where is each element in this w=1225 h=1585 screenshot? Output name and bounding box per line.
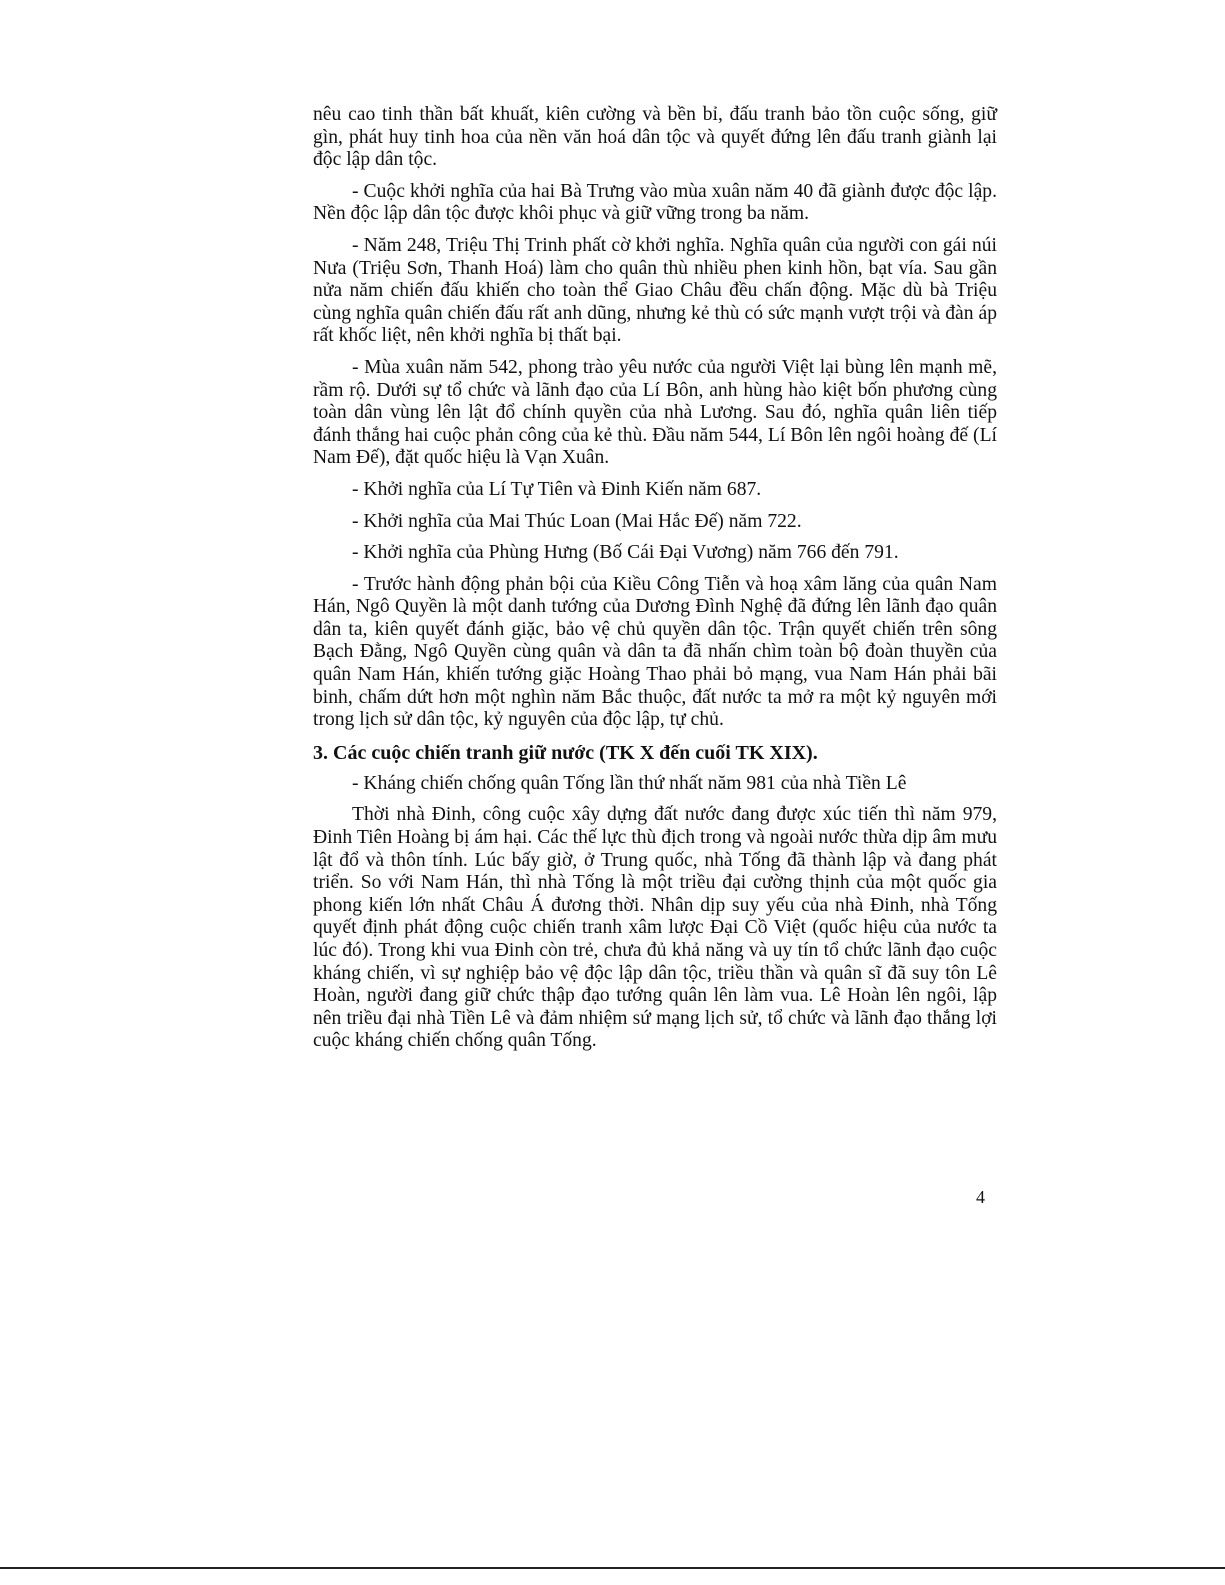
paragraph-phung-hung: - Khởi nghĩa của Phùng Hưng (Bố Cái Đại Vương) năm 766 đến 791. [352, 542, 899, 564]
paragraph-li-tu-tien: - Khởi nghĩa của Lí Tự Tiên và Đinh Kiến năm 687. [352, 478, 762, 500]
page-body [313, 104, 997, 1062]
page-number: 4 [976, 1187, 985, 1207]
bottom-divider [0, 1567, 1225, 1569]
paragraph-mai-thuc-loan: - Khởi nghĩa của Mai Thúc Loan (Mai Hắc Đế) năm 722. [352, 510, 802, 532]
paragraph-trieu-thi-trinh: - Năm 248, Triệu Thị Trinh phất cờ khởi nghĩa. Nghĩa quân của người con gái núi Nưa (Triệu Sơn, Thanh Hoá) làm cho quân thù nhiều phen kinh hồn, bạt vía. Sau gần nửa năm chiến đấu khiến cho toàn thể Giao Châu đều chấn động. Mặc dù bà Triệu cùng nghĩa quân chiến đấu rất anh dũng, nhưng kẻ thù có sức mạnh vượt trội và đàn áp rất khốc liệt, nên khởi nghĩa bị thất bại. [313, 234, 997, 347]
paragraph-li-bon: - Mùa xuân năm 542, phong trào yêu nước của người Việt lại bùng lên mạnh mẽ, rầm rộ. Dưới sự tổ chức và lãnh đạo của Lí Bôn, anh hùng hào kiệt bốn phương cùng toàn dân vùng lên lật đổ chính quyền của nhà Lương. Sau đó, nghĩa quân liên tiếp đánh thắng hai cuộc phản công của kẻ thù. Đầu năm 544, Lí Bôn lên ngôi hoàng đế (Lí Nam Đế), đặt quốc hiệu là Vạn Xuân. [313, 356, 997, 469]
paragraph-trung-sisters: - Cuộc khởi nghĩa của hai Bà Trưng vào mùa xuân năm 40 đã giành được độc lập. Nền độc lập dân tộc được khôi phục và giữ vững trong ba năm. [313, 180, 997, 225]
paragraph-dinh-dynasty: Thời nhà Đinh, công cuộc xây dựng đất nước đang được xúc tiến thì năm 979, Đinh Tiên Hoàng bị ám hại. Các thế lực thù địch trong và ngoài nước thừa dịp âm mưu lật đổ và thôn tính. Lúc bấy giờ, ở Trung quốc, nhà Tống đã thành lập và đang phát triển. So với Nam Hán, thì nhà Tống là một triều đại cường thịnh của một quốc gia phong kiến lớn nhất Châu Á đương thời. Nhân dịp suy yếu của nhà Đinh, nhà Tống quyết định phát động cuộc chiến tranh xâm lược Đại Cồ Việt (quốc hiệu của nước ta lúc đó). Trong khi vua Đinh còn trẻ, chưa đủ khả năng và uy tín tổ chức lãnh đạo cuộc kháng chiến, vì sự nghiệp bảo vệ độc lập dân tộc, triều thần và quân sĩ đã suy tôn Lê Hoàn, người đang giữ chức thập đạo tướng quân lên làm vua. Lê Hoàn lên ngôi, lập nên triều đại nhà Tiền Lê và đảm nhiệm sứ mạng lịch sử, tổ chức và lãnh đạo thắng lợi cuộc kháng chiến chống quân Tống. [313, 804, 997, 1052]
paragraph-song-resistance-title: - Kháng chiến chống quân Tống lần thứ nhất năm 981 của nhà Tiền Lê [352, 772, 907, 794]
section-heading: 3. Các cuộc chiến tranh giữ nước (TK X đến cuối TK XIX). [313, 741, 818, 764]
paragraph-intro-continuation: nêu cao tinh thần bất khuất, kiên cường và bền bỉ, đấu tranh bảo tồn cuộc sống, giữ gìn, phát huy tinh hoa của nền văn hoá dân tộc và quyết đứng lên đấu tranh giành lại độc lập dân tộc. [313, 104, 997, 171]
paragraph-ngo-quyen: - Trước hành động phản bội của Kiều Công Tiễn và hoạ xâm lăng của quân Nam Hán, Ngô Quyền là một danh tướng của Dương Đình Nghệ đã đứng lên lãnh đạo quân dân ta, kiên quyết đánh giặc, bảo vệ chủ quyền dân tộc. Trận quyết chiến trên sông Bạch Đằng, Ngô Quyền cùng quân và dân ta đã nhấn chìm toàn bộ đoàn thuyền của quân Nam Hán, khiến tướng giặc Hoàng Thao phải bỏ mạng, vua Nam Hán phải bãi binh, chấm dứt hơn một nghìn năm Bắc thuộc, đất nước ta mở ra một kỷ nguyên mới trong lịch sử dân tộc, kỷ nguyên của độc lập, tự chủ. [313, 573, 997, 731]
